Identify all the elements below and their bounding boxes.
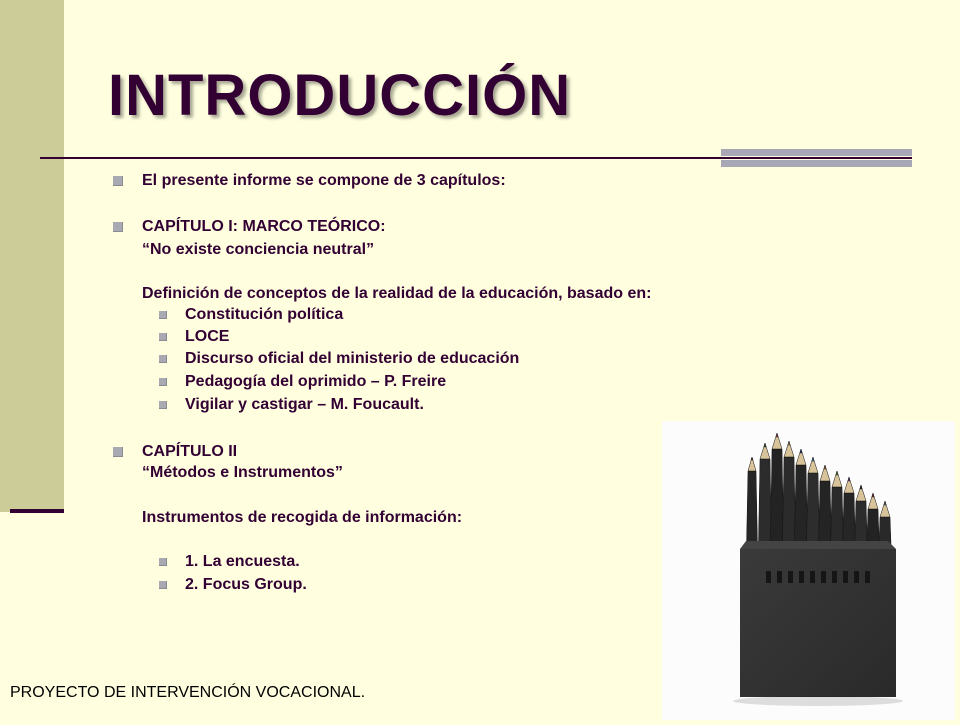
bullet-icon — [113, 222, 123, 232]
content-subline: Vigilar y castigar – M. Foucault. — [185, 396, 424, 413]
sub-bullet-icon — [159, 378, 167, 386]
sub-bullet-icon — [159, 355, 167, 363]
content-subline: 2. Focus Group. — [185, 576, 307, 593]
bullet-icon — [113, 176, 123, 186]
sub-bullet-icon — [159, 558, 167, 566]
content-subline: 1. La encuesta. — [185, 553, 300, 570]
content-line: Instrumentos de recogida de información: — [142, 509, 463, 526]
content-line: “No existe conciencia neutral” — [142, 241, 375, 258]
content-line: El presente informe se compone de 3 capítulos: — [142, 172, 506, 189]
content-line: CAPÍTULO I: MARCO TEÓRICO: — [142, 218, 386, 235]
sub-bullet-icon — [159, 401, 167, 409]
sub-bullet-icon — [159, 311, 167, 319]
content-subline: LOCE — [185, 328, 230, 345]
sub-bullet-icon — [159, 333, 167, 341]
footer-text: PROYECTO DE INTERVENCIÓN VOCACIONAL. — [10, 684, 366, 701]
content-subline: Constitución política — [185, 306, 344, 323]
content-line: “Métodos e Instrumentos” — [142, 464, 343, 481]
content-subline: Discurso oficial del ministerio de educación — [185, 350, 520, 367]
sub-bullet-icon — [159, 581, 167, 589]
bullet-icon — [113, 447, 123, 457]
slide-title: INTRODUCCIÓN — [108, 63, 572, 128]
content-subline: Pedagogía del oprimido – P. Freire — [185, 373, 447, 390]
content-line: Definición de conceptos de la realidad de la educación, basado en: — [142, 285, 652, 302]
content-line: CAPÍTULO II — [142, 443, 238, 460]
pencil-box-photo — [662, 421, 955, 720]
